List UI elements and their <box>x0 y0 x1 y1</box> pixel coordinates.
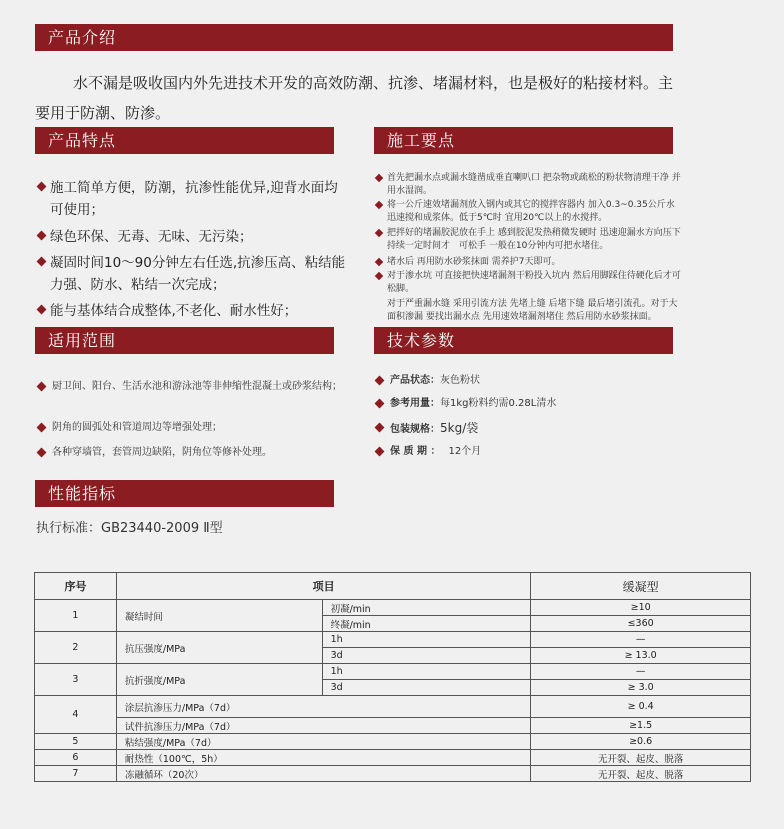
cell-no: 3 <box>35 664 117 696</box>
scope-item <box>36 421 366 435</box>
param-value: 12个月 <box>448 446 482 457</box>
cell-value: ≥0.6 <box>531 734 751 750</box>
feature-item <box>36 252 346 296</box>
table-row <box>35 718 751 734</box>
table-row <box>35 696 751 718</box>
table-row <box>35 750 751 766</box>
table-row <box>35 600 751 616</box>
table-row <box>35 664 751 680</box>
cell-value: 无开裂、起皮、脱落 <box>531 766 751 782</box>
cell-value: 无开裂、起皮、脱落 <box>531 750 751 766</box>
cell-item: 试件抗渗压力/MPa（7d） <box>116 718 530 734</box>
param-label: 参考用量： <box>390 398 440 409</box>
performance-table <box>34 572 751 782</box>
param-item <box>374 374 694 388</box>
cell-sub: 3d <box>322 648 531 664</box>
feature-text: 绿色环保、无毒、无味、无污染； <box>50 229 253 245</box>
cell-no: 5 <box>35 734 117 750</box>
param-label: 产品状态： <box>390 375 440 386</box>
cell-sub: 终凝/min <box>322 616 531 632</box>
cell-value: ≥1.5 <box>531 718 751 734</box>
step-text: 把拌好的堵漏胶泥放在手上 感到胶泥发热稍微发硬时 迅速迎漏水方向压下 持续一定时间才 可松手 一般在10分钟内可把水堵住。 <box>387 228 681 251</box>
cell-sub: 1h <box>322 664 531 680</box>
cell-value: ≤360 <box>531 616 751 632</box>
section-intro-title: 产品介绍 <box>35 24 673 51</box>
table-row <box>35 766 751 782</box>
cell-item: 凝结时间 <box>116 600 322 632</box>
step-text: 对于严重漏水缝 采用引流方法 先堵上缝 后堵下缝 最后堵引流孔。对于大面积渗漏 要找出漏水点 先用速效堵漏剂堵住 然后用防水砂浆抹面。 <box>387 299 678 322</box>
section-params-title: 技术参数 <box>374 327 673 354</box>
param-item <box>374 445 694 459</box>
step-text: 对于渗水坑 可直接把快速堵漏剂干粉投入坑内 然后用脚踩住待硬化后才可松脚。 <box>387 271 681 294</box>
header-item: 项目 <box>116 573 530 600</box>
cell-value: — <box>531 632 751 648</box>
cell-no: 1 <box>35 600 117 632</box>
cell-value: ≥10 <box>531 600 751 616</box>
scope-text: 各种穿墙管，套管周边缺陷，阴角位等修补处理。 <box>52 447 272 458</box>
scope-item <box>36 446 366 460</box>
param-value: 灰色粉状 <box>440 375 480 386</box>
param-label: 包装规格： <box>390 424 440 435</box>
cell-sub: 3d <box>322 680 531 696</box>
feature-text: 能与基体结合成整体,不老化、耐水性好； <box>50 303 298 319</box>
table-row <box>35 632 751 648</box>
step-text: 将一公斤速效堵漏剂放入钢内或其它的搅拌容器内 加入0.3~0.35公斤水 迅速搅和成浆体。低于5℃时 宜用20℃以上的水搅拌。 <box>387 200 675 223</box>
cell-no: 7 <box>35 766 117 782</box>
step-text: 堵水后 再用防水砂浆抹面 需养护7天即可。 <box>387 257 561 267</box>
standard-text: 执行标准：GB23440-2009 Ⅱ型 <box>36 521 223 536</box>
scope-item <box>36 376 366 398</box>
section-performance-title: 性能指标 <box>35 480 334 507</box>
cell-item: 抗折强度/MPa <box>116 664 322 696</box>
cell-no: 4 <box>35 696 117 734</box>
step-item <box>374 227 684 253</box>
cell-sub: 1h <box>322 632 531 648</box>
param-value: 每1kg粉料约需0.28L清水 <box>440 398 557 409</box>
cell-item: 粘结强度/MPa（7d） <box>116 734 530 750</box>
param-item <box>374 397 694 411</box>
table-header-row <box>35 573 751 600</box>
feature-text: 凝固时间10～90分钟左右任选,抗渗压高、粘结能力强、防水、粘结一次完成； <box>50 255 346 293</box>
cell-no: 2 <box>35 632 117 664</box>
section-steps-title: 施工要点 <box>374 127 673 154</box>
cell-value: ≥ 13.0 <box>531 648 751 664</box>
cell-value: ≥ 0.4 <box>531 696 751 718</box>
step-item <box>374 199 684 225</box>
cell-item: 耐热性（100℃，5h） <box>116 750 530 766</box>
step-item <box>374 298 684 324</box>
feature-text: 施工简单方便，防潮，抗渗性能优异,迎背水面均可使用； <box>50 180 338 218</box>
step-item <box>374 172 684 198</box>
param-label: 保 质 期 ： <box>390 446 441 457</box>
cell-sub: 初凝/min <box>322 600 531 616</box>
section-scope-title: 适用范围 <box>35 327 334 354</box>
cell-value: — <box>531 664 751 680</box>
feature-item <box>36 226 346 248</box>
cell-no: 6 <box>35 750 117 766</box>
cell-item: 抗压强度/MPa <box>116 632 322 664</box>
feature-item <box>36 177 346 221</box>
step-item <box>374 270 684 296</box>
header-no: 序号 <box>35 573 117 600</box>
scope-text: 厨卫间、阳台、生活水池和游泳池等非伸缩性混凝土或砂浆结构； <box>52 381 342 392</box>
step-text: 首先把漏水点或漏水缝凿成垂直喇叭口 把杂物或疏松的粉状物清理干净 并用水湿润。 <box>387 173 681 196</box>
feature-item <box>36 300 346 322</box>
scope-text: 阴角的圆弧处和管道周边等增强处理； <box>52 422 222 433</box>
intro-paragraph: 水不漏是吸收国内外先进技术开发的高效防潮、抗渗、堵漏材料，也是极好的粘接材料。主要用于防潮、防渗。 <box>35 74 674 122</box>
section-features-title: 产品特点 <box>35 127 334 154</box>
param-item <box>374 421 694 437</box>
table-row <box>35 734 751 750</box>
cell-value: ≥ 3.0 <box>531 680 751 696</box>
cell-item: 冻融循环（20次） <box>116 766 530 782</box>
header-type: 缓凝型 <box>531 573 751 600</box>
step-item <box>374 256 684 269</box>
cell-item: 涂层抗渗压力/MPa（7d） <box>116 696 530 718</box>
param-value: 5kg/袋 <box>440 421 479 435</box>
